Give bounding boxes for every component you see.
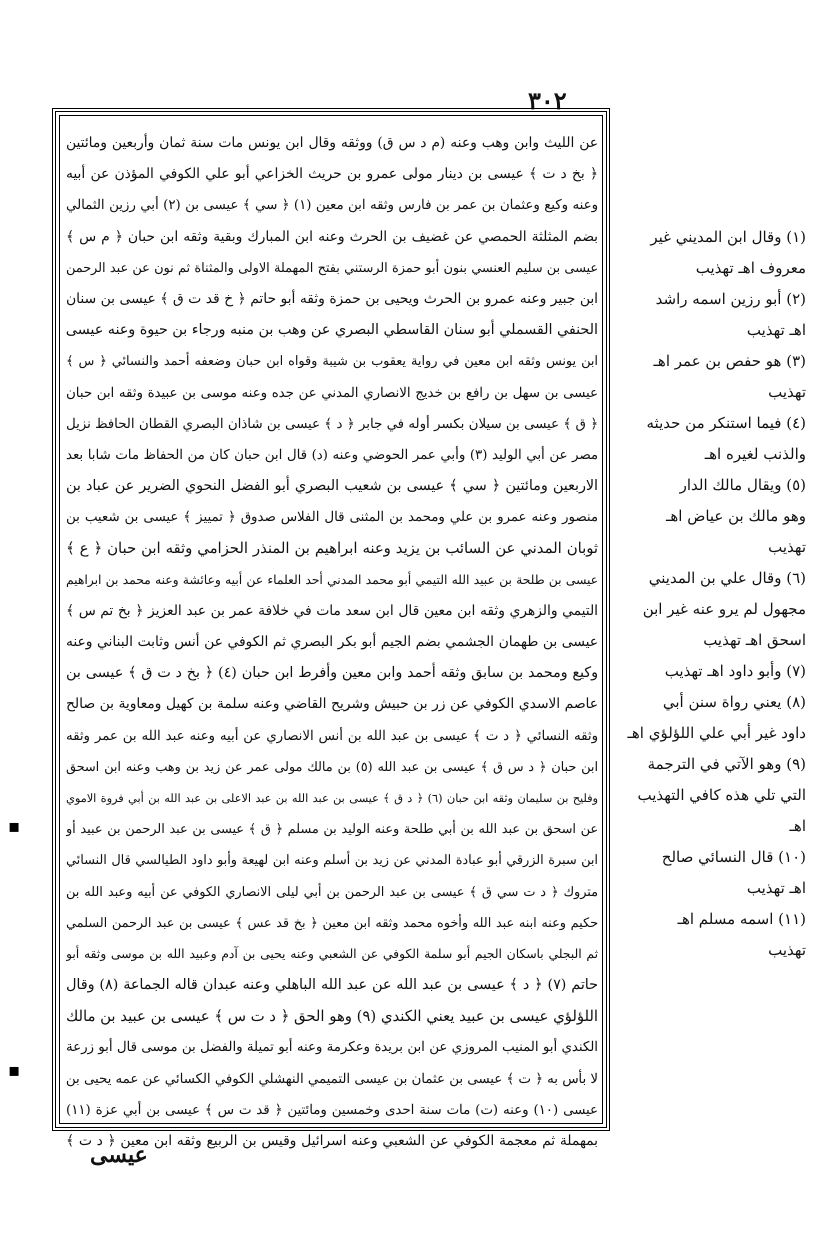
text-line: اللؤلؤي عيسى بن عبيد يعني الكندي (٩) وهو الحق ﴿ د ت س ﴾ عيسى بن عبيد بن مالك	[66, 1008, 598, 1026]
note-line: اهـ	[789, 817, 806, 835]
note-line: داود غير أبي علي اللؤلؤي اهـ	[627, 724, 806, 742]
text-line: ﴿ ق ﴾ عيسى بن سيلان بكسر أوله في جابر ﴿ د ﴾ عيسى بن شاذان البصري القطان الحافظ نزيل	[66, 416, 598, 432]
margin-dot-mark: ▪	[8, 1060, 21, 1081]
text-line: عن اسحق بن عبد الله بن أبي طلحة وعنه الوليد بن مسلم ﴿ ق ﴾ عيسى بن عبد الرحمن بن عبيد أو	[66, 822, 598, 838]
text-line: متروك ﴿ د ت سي ق ﴾ عيسى بن عبد الرحمن بن أبي ليلى الانصاري الكوفي عن أبيه وعبد الله بن	[66, 884, 598, 900]
note-line: والذنب لغيره اهـ	[704, 445, 806, 463]
text-line: عيسى بن طلحة بن عبيد الله التيمي أبو محمد المدني أحد العلماء عن أبيه وعائشة وعنه محمد بن ابراهيم	[66, 572, 598, 587]
text-line: وثقه النسائي ﴿ د ت ﴾ عيسى بن عبد الله بن أنس الانصاري عن أبيه وعنه عبد الله بن عمر وثقه	[66, 728, 598, 744]
text-line: عاصم الاسدي الكوفي عن زر بن حبيش وشريح القاضي وعنه سلمة بن كهيل ومعاوية بن صالح	[66, 696, 598, 713]
text-line: بمهملة ثم معجمة الكوفي عن الشعبي وعنه اسرائيل وقيس بن الربيع وثقه ابن معين ﴿ د ت ﴾	[66, 1133, 598, 1149]
note-line: التي تلي هذه كافي التهذيب	[637, 786, 806, 804]
note-line: تهذيب	[768, 383, 806, 401]
text-line: عيسى (١٠) وعنه (ت) مات سنة احدى وخمسين ومائتين ﴿ قد ت س ﴾ عيسى بن أبي عزة (١١)	[66, 1102, 598, 1118]
text-line: وكيع ومحمد بن سابق وثقه أحمد وابن معين وأفرط ابن حبان (٤) ﴿ بخ د ت ق ﴾ عيسى بن	[66, 665, 598, 682]
text-line: مصر عن أبي الوليد (٣) وأبي عمر الحوضي وعنه (د) قال ابن حبان كان من الحفاظ مات شابا بعد	[66, 447, 598, 463]
note-line: (٧) وأبو داود اهـ تهذيب	[664, 662, 806, 680]
note-line: تهذيب	[768, 538, 806, 556]
text-line: ابن سبرة الزرقي أبو عبادة المدني عن زيد بن أسلم وعنه ابن لهيعة وأبو داود الطيالسي قال النسائي	[66, 853, 598, 869]
text-line: عيسى بن سليم العنسي بنون أبو حمزة الرستني بفتح المهملة الاولى والمثناة ثم نون عن عبد الرحمن	[66, 260, 598, 276]
note-line: تهذيب	[768, 941, 806, 959]
text-line: لا بأس به ﴿ ت ﴾ عيسى بن عثمان بن عيسى التميمي النهشلي الكوفي الكسائي عن عمه يحيى بن	[66, 1071, 598, 1087]
text-line: حاتم (٧) ﴿ د ﴾ عيسى بن عبد الله عن عبد الله الباهلي وعنه عبدان قاله الجماعة (٨) وقال	[66, 977, 598, 994]
page-number: ٣٠٢	[528, 86, 567, 115]
text-line: ثوبان المدني عن السائب بن يزيد وعنه ابراهيم بن المنذر الحزامي وثقه ابن حبان ﴿ ع ﴾	[66, 540, 598, 558]
text-line: التيمي والزهري وثقه ابن معين قال ابن سعد مات في خلافة عمر بن عبد العزيز ﴿ بخ تم س ﴾	[66, 602, 598, 619]
note-line: وهو مالك بن عياض اهـ	[665, 507, 806, 525]
note-line: (٣) هو حفص بن عمر اهـ	[653, 352, 806, 370]
text-line: عن الليث وابن وهب وعنه (م د س ق) ووثقه وقال ابن يونس مات سنة ثمان وأربعين ومائتين	[66, 135, 598, 151]
note-line: اهـ تهذيب	[746, 321, 806, 339]
text-line: وعنه وكيع وعثمان بن عمر بن فارس وثقه ابن معين (١) ﴿ سي ﴾ عيسى بن (٢) أبي رزين الثمالي	[66, 198, 598, 214]
text-line: الكندي أبو المنيب المروزي عن ابن بريدة وعكرمة وعنه أبو تميلة والفضل بن موسى قال أبو زرعة	[66, 1040, 598, 1056]
note-line: (٦) وقال علي بن المديني	[648, 569, 806, 587]
text-line: عيسى بن سهل بن رافع بن خديج الانصاري المدني عن جده وعنه موسى بن عبيدة وثقه ابن حبان	[66, 385, 598, 401]
note-line: (٥) ويقال مالك الدار	[679, 476, 806, 494]
text-line: الحنفي القسملي أبو سنان القاسطي البصري عن وهب بن منبه ورجاء بن حيوة وعنه عيسى	[66, 322, 598, 339]
note-line: معروف اهـ تهذيب	[695, 259, 806, 277]
text-line: ابن حبان ﴿ د س ق ﴾ عيسى بن عبد الله (٥) بن مالك مولى عمر عن زيد بن وهب وعنه ابن اسحق	[66, 759, 598, 775]
margin-notes-column	[616, 222, 806, 966]
note-line: (٤) فيما استنكر من حديثه	[646, 414, 806, 432]
note-line: (١١) اسمه مسلم اهـ	[677, 910, 806, 928]
margin-dot-mark: ▪	[8, 816, 21, 837]
text-line: حكيم وعنه ابنه عبد الله وأخوه محمد وثقه ابن معين ﴿ بخ قد عس ﴾ عيسى بن عبد الرحمن السلمي	[66, 915, 598, 931]
note-line: (١) وقال ابن المديني غير	[650, 228, 806, 246]
note-line: (٩) وهو الآتي في الترجمة	[647, 755, 806, 773]
text-line: عيسى بن طهمان الجشمي بضم الجيم أبو بكر البصري ثم الكوفي عن أنس وثابت البناني وعنه	[66, 634, 598, 650]
note-line: مجهول لم يرو عنه غير ابن	[642, 600, 806, 618]
note-line: اسحق اهـ تهذيب	[703, 631, 806, 649]
text-line: الاربعين ومائتين ﴿ سي ﴾ عيسى بن شعيب البصري أبو الفضل النحوي الضرير عن عباد بن	[66, 478, 598, 495]
note-line: (٢) أبو رزين اسمه راشد	[655, 290, 806, 308]
note-line: (٨) يعني رواة سنن أبي	[662, 693, 806, 711]
text-line: ابن يونس وثقه ابن معين في رواية يعقوب بن شيبة وقواه ابن حبان وضعفه أحمد والنسائي ﴿ س ﴾	[66, 354, 598, 370]
note-line: (١٠) قال النسائي صالح	[661, 848, 806, 866]
text-line: منصور وعنه عمرو بن علي ومحمد بن المثنى قال الفلاس صدوق ﴿ تمييز ﴾ عيسى بن شعيب بن	[66, 510, 598, 526]
note-line: اهـ تهذيب	[746, 879, 806, 897]
text-line: ابن جبير وعنه عمرو بن الحرث ويحيى بن حمزة وثقه أبو حاتم ﴿ خ قد ت ق ﴾ عيسى بن سنان	[66, 290, 598, 307]
text-line: وفليح بن سليمان وثقه ابن حبان (٦) ﴿ د ق ﴾ عيسى بن عبد الله بن عبد الاعلى بن عبد الله بن أبي فروة الاموي	[66, 791, 598, 805]
text-line: ﴿ بخ د ت ﴾ عيسى بن دينار مولى عمرو بن حريث الخزاعي أبو علي الكوفي المؤذن عن أبيه	[66, 166, 598, 183]
catchword: عيسى	[90, 1142, 148, 1168]
text-line: بضم المثلثة الحمصي عن غضيف بن الحرث وعنه ابن المبارك وبقية وثقه ابن حبان ﴿ م س ﴾	[66, 228, 598, 245]
text-line: ثم البجلي باسكان الجيم أبو سلمة الكوفي عن الشعبي وعنه يحيى بن آدم وعبيد الله بن موسى وثقه أبو	[66, 946, 598, 961]
main-text-column	[66, 128, 598, 1157]
